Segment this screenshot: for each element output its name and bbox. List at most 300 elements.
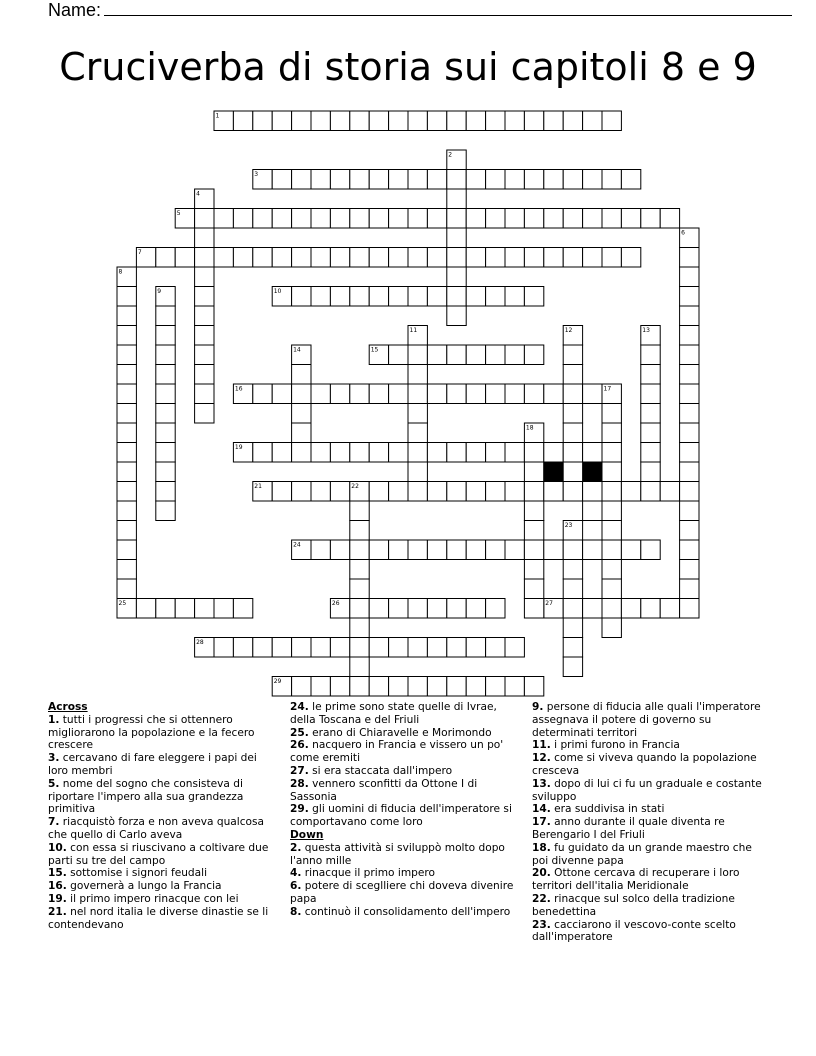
crossword-cell[interactable] bbox=[660, 599, 679, 619]
crossword-cell[interactable] bbox=[330, 170, 349, 190]
crossword-cell[interactable] bbox=[156, 248, 175, 268]
crossword-cell[interactable] bbox=[524, 287, 543, 307]
crossword-cell[interactable] bbox=[330, 540, 349, 560]
crossword-cell[interactable] bbox=[292, 170, 311, 190]
crossword-cell[interactable] bbox=[641, 209, 660, 229]
crossword-cell[interactable] bbox=[195, 267, 214, 287]
crossword-cell[interactable] bbox=[389, 345, 408, 365]
crossword-cell[interactable] bbox=[680, 423, 699, 443]
crossword-cell[interactable] bbox=[466, 248, 485, 268]
crossword-cell[interactable] bbox=[583, 111, 602, 131]
crossword-cell[interactable] bbox=[447, 228, 466, 248]
crossword-cell[interactable] bbox=[524, 345, 543, 365]
crossword-cell[interactable] bbox=[311, 677, 330, 697]
crossword-cell[interactable] bbox=[408, 404, 427, 424]
crossword-cell[interactable] bbox=[195, 326, 214, 346]
crossword-cell[interactable] bbox=[350, 618, 369, 638]
crossword-cell[interactable] bbox=[253, 111, 272, 131]
crossword-cell[interactable] bbox=[330, 111, 349, 131]
crossword-cell[interactable] bbox=[156, 443, 175, 463]
crossword-cell[interactable] bbox=[486, 638, 505, 658]
crossword-cell[interactable] bbox=[641, 345, 660, 365]
crossword-cell[interactable] bbox=[369, 540, 388, 560]
crossword-cell[interactable] bbox=[369, 599, 388, 619]
crossword-cell[interactable] bbox=[505, 638, 524, 658]
crossword-cell[interactable] bbox=[641, 365, 660, 385]
crossword-cell[interactable] bbox=[544, 443, 563, 463]
crossword-cell[interactable] bbox=[505, 482, 524, 502]
crossword-cell[interactable] bbox=[447, 248, 466, 268]
crossword-cell[interactable] bbox=[583, 540, 602, 560]
crossword-cell[interactable] bbox=[486, 209, 505, 229]
crossword-cell[interactable] bbox=[292, 404, 311, 424]
crossword-cell[interactable] bbox=[544, 482, 563, 502]
crossword-cell[interactable] bbox=[641, 384, 660, 404]
crossword-cell[interactable] bbox=[330, 482, 349, 502]
crossword-cell[interactable] bbox=[175, 248, 194, 268]
crossword-cell[interactable] bbox=[524, 384, 543, 404]
crossword-cell[interactable] bbox=[350, 384, 369, 404]
crossword-cell[interactable] bbox=[621, 248, 640, 268]
crossword-cell[interactable] bbox=[311, 540, 330, 560]
crossword-cell[interactable] bbox=[427, 599, 446, 619]
crossword-cell[interactable] bbox=[466, 599, 485, 619]
crossword-cell[interactable] bbox=[117, 404, 136, 424]
crossword-cell[interactable] bbox=[272, 638, 291, 658]
crossword-cell[interactable] bbox=[427, 482, 446, 502]
crossword-cell[interactable] bbox=[680, 599, 699, 619]
crossword-cell[interactable] bbox=[466, 443, 485, 463]
crossword-cell[interactable] bbox=[408, 170, 427, 190]
crossword-cell[interactable] bbox=[369, 384, 388, 404]
crossword-cell[interactable] bbox=[195, 384, 214, 404]
crossword-cell[interactable] bbox=[427, 638, 446, 658]
crossword-cell[interactable] bbox=[350, 443, 369, 463]
crossword-cell[interactable] bbox=[369, 209, 388, 229]
crossword-cell[interactable] bbox=[466, 482, 485, 502]
crossword-cell[interactable] bbox=[117, 345, 136, 365]
crossword-cell[interactable] bbox=[233, 248, 252, 268]
crossword-cell[interactable] bbox=[195, 287, 214, 307]
crossword-cell[interactable] bbox=[583, 384, 602, 404]
crossword-cell[interactable] bbox=[621, 599, 640, 619]
crossword-cell[interactable] bbox=[524, 443, 543, 463]
crossword-cell[interactable] bbox=[427, 677, 446, 697]
crossword-cell[interactable] bbox=[680, 326, 699, 346]
crossword-cell[interactable] bbox=[156, 384, 175, 404]
crossword-cell[interactable] bbox=[447, 209, 466, 229]
crossword-cell[interactable] bbox=[486, 170, 505, 190]
crossword-cell[interactable] bbox=[408, 423, 427, 443]
crossword-cell[interactable] bbox=[330, 209, 349, 229]
crossword-cell[interactable] bbox=[195, 345, 214, 365]
crossword-cell[interactable] bbox=[214, 248, 233, 268]
crossword-cell[interactable] bbox=[330, 638, 349, 658]
crossword-cell[interactable] bbox=[369, 248, 388, 268]
crossword-cell[interactable] bbox=[563, 579, 582, 599]
crossword-cell[interactable] bbox=[641, 404, 660, 424]
crossword-cell[interactable] bbox=[680, 345, 699, 365]
crossword-cell[interactable] bbox=[583, 209, 602, 229]
crossword-cell[interactable] bbox=[563, 384, 582, 404]
crossword-cell[interactable] bbox=[214, 599, 233, 619]
crossword-cell[interactable] bbox=[505, 345, 524, 365]
crossword-cell[interactable] bbox=[156, 345, 175, 365]
crossword-cell[interactable] bbox=[253, 384, 272, 404]
crossword-cell[interactable] bbox=[350, 501, 369, 521]
crossword-cell[interactable] bbox=[389, 638, 408, 658]
crossword-cell[interactable] bbox=[486, 482, 505, 502]
crossword-cell[interactable] bbox=[350, 521, 369, 541]
crossword-cell[interactable] bbox=[486, 677, 505, 697]
crossword-cell[interactable] bbox=[602, 462, 621, 482]
crossword-cell[interactable] bbox=[602, 170, 621, 190]
crossword-cell[interactable] bbox=[389, 482, 408, 502]
crossword-cell[interactable] bbox=[117, 540, 136, 560]
crossword-cell[interactable] bbox=[680, 579, 699, 599]
crossword-cell[interactable] bbox=[447, 170, 466, 190]
crossword-cell[interactable] bbox=[680, 560, 699, 580]
crossword-cell[interactable] bbox=[466, 384, 485, 404]
crossword-cell[interactable] bbox=[505, 170, 524, 190]
crossword-cell[interactable] bbox=[117, 326, 136, 346]
crossword-cell[interactable] bbox=[175, 599, 194, 619]
crossword-cell[interactable] bbox=[505, 209, 524, 229]
crossword-cell[interactable] bbox=[195, 365, 214, 385]
crossword-cell[interactable] bbox=[156, 599, 175, 619]
crossword-cell[interactable] bbox=[680, 501, 699, 521]
crossword-cell[interactable] bbox=[563, 482, 582, 502]
crossword-cell[interactable] bbox=[369, 170, 388, 190]
crossword-cell[interactable] bbox=[660, 209, 679, 229]
crossword-cell[interactable] bbox=[408, 248, 427, 268]
crossword-cell[interactable] bbox=[117, 365, 136, 385]
crossword-cell[interactable] bbox=[524, 599, 543, 619]
crossword-cell[interactable] bbox=[369, 111, 388, 131]
crossword-cell[interactable] bbox=[602, 560, 621, 580]
crossword-cell[interactable] bbox=[350, 638, 369, 658]
crossword-cell[interactable] bbox=[311, 638, 330, 658]
crossword-cell[interactable] bbox=[408, 462, 427, 482]
crossword-cell[interactable] bbox=[466, 111, 485, 131]
crossword-cell[interactable] bbox=[253, 443, 272, 463]
crossword-cell[interactable] bbox=[350, 579, 369, 599]
crossword-cell[interactable] bbox=[602, 209, 621, 229]
crossword-cell[interactable] bbox=[427, 345, 446, 365]
crossword-cell[interactable] bbox=[350, 540, 369, 560]
crossword-cell[interactable] bbox=[563, 638, 582, 658]
crossword-cell[interactable] bbox=[680, 521, 699, 541]
crossword-cell[interactable] bbox=[330, 248, 349, 268]
crossword-cell[interactable] bbox=[524, 482, 543, 502]
crossword-cell[interactable] bbox=[408, 365, 427, 385]
crossword-cell[interactable] bbox=[117, 462, 136, 482]
crossword-cell[interactable] bbox=[311, 384, 330, 404]
crossword-cell[interactable] bbox=[195, 228, 214, 248]
crossword-cell[interactable] bbox=[544, 209, 563, 229]
crossword-cell[interactable] bbox=[369, 482, 388, 502]
crossword-cell[interactable] bbox=[505, 677, 524, 697]
crossword-cell[interactable] bbox=[447, 267, 466, 287]
crossword-cell[interactable] bbox=[447, 443, 466, 463]
crossword-cell[interactable] bbox=[195, 599, 214, 619]
crossword-cell[interactable] bbox=[408, 209, 427, 229]
crossword-cell[interactable] bbox=[408, 482, 427, 502]
crossword-cell[interactable] bbox=[272, 482, 291, 502]
crossword-cell[interactable] bbox=[156, 423, 175, 443]
crossword-cell[interactable] bbox=[680, 267, 699, 287]
crossword-cell[interactable] bbox=[447, 638, 466, 658]
crossword-cell[interactable] bbox=[156, 326, 175, 346]
crossword-cell[interactable] bbox=[602, 501, 621, 521]
crossword-cell[interactable] bbox=[195, 404, 214, 424]
crossword-cell[interactable] bbox=[505, 443, 524, 463]
crossword-cell[interactable] bbox=[156, 306, 175, 326]
crossword-cell[interactable] bbox=[330, 443, 349, 463]
crossword-cell[interactable] bbox=[389, 677, 408, 697]
crossword-cell[interactable] bbox=[156, 365, 175, 385]
crossword-cell[interactable] bbox=[292, 111, 311, 131]
crossword-cell[interactable] bbox=[292, 248, 311, 268]
crossword-cell[interactable] bbox=[389, 170, 408, 190]
crossword-cell[interactable] bbox=[602, 404, 621, 424]
crossword-cell[interactable] bbox=[408, 638, 427, 658]
crossword-cell[interactable] bbox=[505, 384, 524, 404]
crossword-cell[interactable] bbox=[505, 287, 524, 307]
crossword-cell[interactable] bbox=[350, 599, 369, 619]
crossword-cell[interactable] bbox=[602, 618, 621, 638]
crossword-cell[interactable] bbox=[602, 540, 621, 560]
crossword-cell[interactable] bbox=[447, 287, 466, 307]
crossword-cell[interactable] bbox=[292, 677, 311, 697]
crossword-cell[interactable] bbox=[427, 209, 446, 229]
crossword-cell[interactable] bbox=[214, 209, 233, 229]
crossword-cell[interactable] bbox=[447, 599, 466, 619]
crossword-cell[interactable] bbox=[350, 677, 369, 697]
crossword-cell[interactable] bbox=[311, 287, 330, 307]
crossword-cell[interactable] bbox=[486, 345, 505, 365]
crossword-cell[interactable] bbox=[641, 540, 660, 560]
crossword-cell[interactable] bbox=[680, 404, 699, 424]
crossword-cell[interactable] bbox=[311, 170, 330, 190]
crossword-cell[interactable] bbox=[408, 677, 427, 697]
crossword-cell[interactable] bbox=[195, 209, 214, 229]
crossword-cell[interactable] bbox=[680, 248, 699, 268]
crossword-cell[interactable] bbox=[524, 501, 543, 521]
crossword-cell[interactable] bbox=[447, 482, 466, 502]
crossword-cell[interactable] bbox=[272, 209, 291, 229]
crossword-cell[interactable] bbox=[389, 599, 408, 619]
crossword-cell[interactable] bbox=[272, 248, 291, 268]
crossword-cell[interactable] bbox=[117, 560, 136, 580]
crossword-cell[interactable] bbox=[117, 306, 136, 326]
crossword-cell[interactable] bbox=[544, 248, 563, 268]
crossword-cell[interactable] bbox=[680, 462, 699, 482]
crossword-cell[interactable] bbox=[544, 540, 563, 560]
crossword-cell[interactable] bbox=[117, 482, 136, 502]
crossword-cell[interactable] bbox=[117, 443, 136, 463]
crossword-cell[interactable] bbox=[427, 111, 446, 131]
crossword-cell[interactable] bbox=[524, 521, 543, 541]
crossword-cell[interactable] bbox=[292, 443, 311, 463]
crossword-cell[interactable] bbox=[117, 287, 136, 307]
crossword-cell[interactable] bbox=[486, 540, 505, 560]
crossword-cell[interactable] bbox=[583, 482, 602, 502]
crossword-cell[interactable] bbox=[466, 345, 485, 365]
crossword-cell[interactable] bbox=[602, 423, 621, 443]
crossword-cell[interactable] bbox=[602, 579, 621, 599]
crossword-cell[interactable] bbox=[292, 423, 311, 443]
crossword-cell[interactable] bbox=[272, 170, 291, 190]
crossword-cell[interactable] bbox=[311, 482, 330, 502]
crossword-cell[interactable] bbox=[408, 599, 427, 619]
crossword-cell[interactable] bbox=[408, 345, 427, 365]
crossword-cell[interactable] bbox=[253, 209, 272, 229]
crossword-cell[interactable] bbox=[389, 540, 408, 560]
crossword-cell[interactable] bbox=[524, 248, 543, 268]
crossword-cell[interactable] bbox=[524, 170, 543, 190]
crossword-cell[interactable] bbox=[311, 443, 330, 463]
crossword-cell[interactable] bbox=[195, 306, 214, 326]
crossword-cell[interactable] bbox=[408, 443, 427, 463]
crossword-cell[interactable] bbox=[602, 111, 621, 131]
crossword-cell[interactable] bbox=[253, 638, 272, 658]
crossword-cell[interactable] bbox=[292, 287, 311, 307]
crossword-cell[interactable] bbox=[660, 482, 679, 502]
crossword-cell[interactable] bbox=[117, 384, 136, 404]
crossword-cell[interactable] bbox=[524, 560, 543, 580]
crossword-cell[interactable] bbox=[641, 482, 660, 502]
crossword-cell[interactable] bbox=[505, 540, 524, 560]
crossword-cell[interactable] bbox=[272, 111, 291, 131]
crossword-cell[interactable] bbox=[117, 521, 136, 541]
crossword-cell[interactable] bbox=[156, 501, 175, 521]
crossword-cell[interactable] bbox=[369, 638, 388, 658]
crossword-cell[interactable] bbox=[214, 638, 233, 658]
crossword-cell[interactable] bbox=[563, 365, 582, 385]
crossword-cell[interactable] bbox=[544, 111, 563, 131]
crossword-cell[interactable] bbox=[292, 384, 311, 404]
crossword-cell[interactable] bbox=[486, 384, 505, 404]
crossword-cell[interactable] bbox=[408, 111, 427, 131]
crossword-cell[interactable] bbox=[447, 384, 466, 404]
crossword-cell[interactable] bbox=[621, 209, 640, 229]
crossword-cell[interactable] bbox=[427, 287, 446, 307]
crossword-cell[interactable] bbox=[447, 111, 466, 131]
crossword-cell[interactable] bbox=[350, 111, 369, 131]
crossword-cell[interactable] bbox=[292, 365, 311, 385]
crossword-cell[interactable] bbox=[350, 248, 369, 268]
crossword-cell[interactable] bbox=[233, 638, 252, 658]
crossword-cell[interactable] bbox=[563, 248, 582, 268]
crossword-cell[interactable] bbox=[369, 287, 388, 307]
crossword-cell[interactable] bbox=[486, 248, 505, 268]
crossword-cell[interactable] bbox=[427, 170, 446, 190]
crossword-cell[interactable] bbox=[583, 248, 602, 268]
crossword-cell[interactable] bbox=[486, 599, 505, 619]
crossword-cell[interactable] bbox=[680, 443, 699, 463]
crossword-cell[interactable] bbox=[117, 579, 136, 599]
crossword-cell[interactable] bbox=[272, 443, 291, 463]
crossword-cell[interactable] bbox=[583, 443, 602, 463]
crossword-cell[interactable] bbox=[563, 657, 582, 677]
crossword-cell[interactable] bbox=[350, 657, 369, 677]
crossword-cell[interactable] bbox=[427, 540, 446, 560]
crossword-cell[interactable] bbox=[524, 111, 543, 131]
crossword-cell[interactable] bbox=[583, 170, 602, 190]
crossword-cell[interactable] bbox=[621, 540, 640, 560]
crossword-cell[interactable] bbox=[563, 443, 582, 463]
crossword-cell[interactable] bbox=[680, 540, 699, 560]
crossword-cell[interactable] bbox=[350, 209, 369, 229]
crossword-cell[interactable] bbox=[447, 345, 466, 365]
crossword-cell[interactable] bbox=[680, 384, 699, 404]
crossword-cell[interactable] bbox=[486, 443, 505, 463]
crossword-cell[interactable] bbox=[292, 482, 311, 502]
crossword-cell[interactable] bbox=[427, 443, 446, 463]
crossword-cell[interactable] bbox=[389, 111, 408, 131]
crossword-cell[interactable] bbox=[408, 540, 427, 560]
crossword-cell[interactable] bbox=[311, 111, 330, 131]
crossword-cell[interactable] bbox=[466, 677, 485, 697]
crossword-cell[interactable] bbox=[408, 384, 427, 404]
crossword-cell[interactable] bbox=[621, 482, 640, 502]
crossword-cell[interactable] bbox=[156, 462, 175, 482]
crossword-cell[interactable] bbox=[272, 384, 291, 404]
crossword-cell[interactable] bbox=[544, 170, 563, 190]
crossword-cell[interactable] bbox=[311, 248, 330, 268]
crossword-cell[interactable] bbox=[602, 248, 621, 268]
crossword-cell[interactable] bbox=[641, 423, 660, 443]
crossword-cell[interactable] bbox=[389, 384, 408, 404]
crossword-cell[interactable] bbox=[563, 540, 582, 560]
crossword-cell[interactable] bbox=[466, 209, 485, 229]
crossword-cell[interactable] bbox=[292, 638, 311, 658]
crossword-cell[interactable] bbox=[447, 306, 466, 326]
crossword-cell[interactable] bbox=[641, 462, 660, 482]
crossword-cell[interactable] bbox=[369, 443, 388, 463]
crossword-cell[interactable] bbox=[136, 599, 155, 619]
crossword-cell[interactable] bbox=[233, 209, 252, 229]
crossword-cell[interactable] bbox=[117, 423, 136, 443]
crossword-cell[interactable] bbox=[253, 248, 272, 268]
crossword-cell[interactable] bbox=[563, 209, 582, 229]
crossword-cell[interactable] bbox=[350, 170, 369, 190]
crossword-cell[interactable] bbox=[427, 248, 446, 268]
crossword-cell[interactable] bbox=[563, 170, 582, 190]
crossword-cell[interactable] bbox=[602, 599, 621, 619]
crossword-cell[interactable] bbox=[350, 287, 369, 307]
crossword-cell[interactable] bbox=[583, 599, 602, 619]
crossword-cell[interactable] bbox=[466, 287, 485, 307]
crossword-cell[interactable] bbox=[156, 482, 175, 502]
crossword-cell[interactable] bbox=[447, 189, 466, 209]
crossword-cell[interactable] bbox=[233, 111, 252, 131]
crossword-cell[interactable] bbox=[389, 248, 408, 268]
crossword-cell[interactable] bbox=[641, 443, 660, 463]
crossword-cell[interactable] bbox=[563, 560, 582, 580]
crossword-cell[interactable] bbox=[602, 443, 621, 463]
crossword-cell[interactable] bbox=[447, 540, 466, 560]
crossword-cell[interactable] bbox=[680, 482, 699, 502]
crossword-cell[interactable] bbox=[680, 365, 699, 385]
crossword-cell[interactable] bbox=[486, 111, 505, 131]
crossword-cell[interactable] bbox=[563, 111, 582, 131]
crossword-cell[interactable] bbox=[466, 638, 485, 658]
crossword-cell[interactable] bbox=[524, 677, 543, 697]
crossword-cell[interactable] bbox=[466, 170, 485, 190]
crossword-cell[interactable] bbox=[602, 521, 621, 541]
